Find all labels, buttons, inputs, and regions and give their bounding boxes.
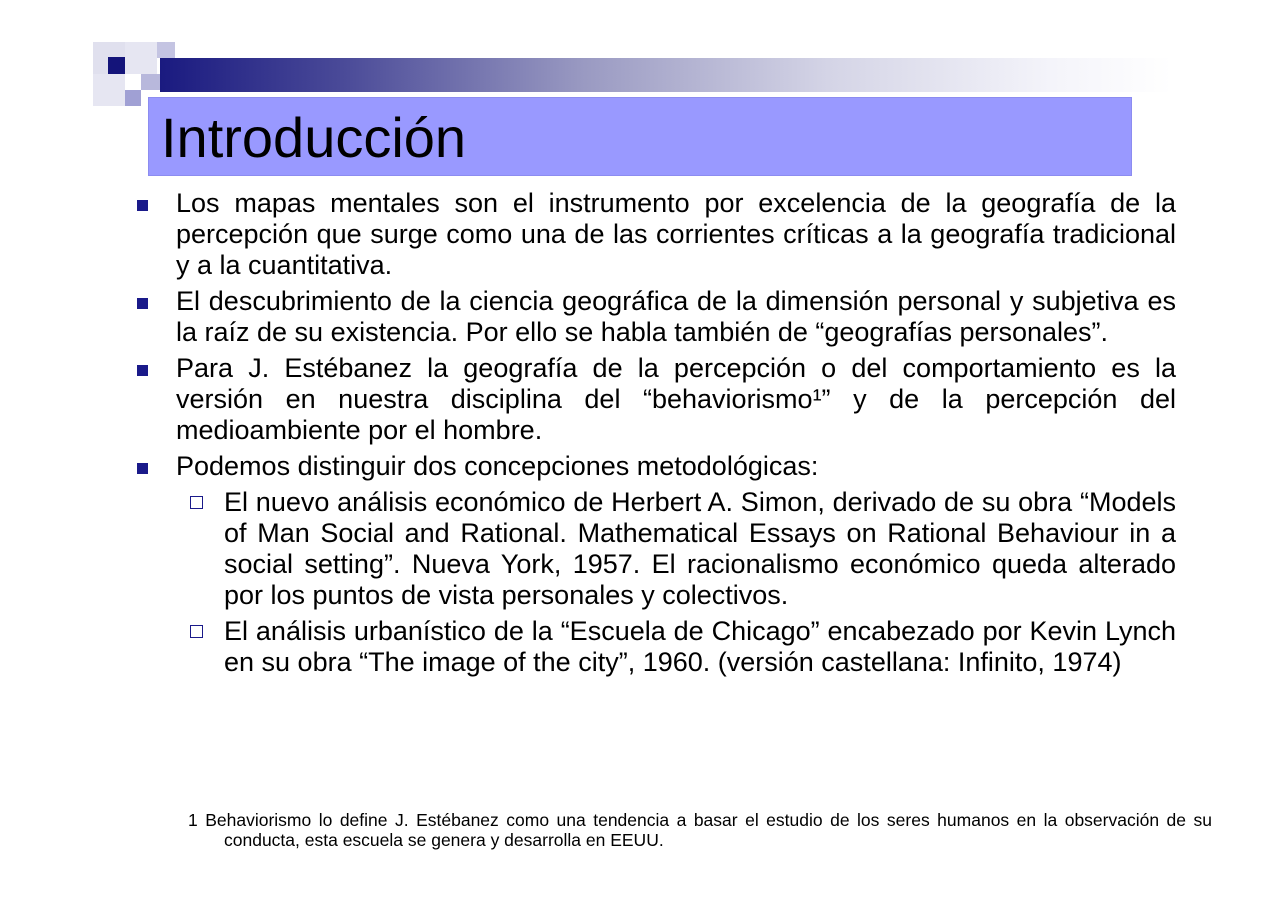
slide-title: Introducción (161, 106, 467, 169)
square-bullet-icon (137, 200, 148, 211)
slide-body (128, 188, 1176, 683)
footnote: 1 Behaviorismo lo define J. Estébanez como una tendencia a basar el estudio de los seres humanos en la observación de su conducta, esta escuela se genera y desarrolla en EEUU. (188, 810, 1212, 850)
sub-bullet-item (128, 487, 1176, 611)
bullet-item (128, 286, 1176, 348)
bullet-text: Para J. Estébanez la geografía de la percepción o del comportamiento es la versión en nuestra disciplina del “behaviorismo¹” y de la percepción del medioambiente por el hombre. (176, 353, 1176, 445)
sub-bullet-text: El análisis urbanístico de la “Escuela de Chicago” encabezado por Kevin Lynch en su obra “The image of the city”, 1960. (versión castellana: Infinito, 1974) (224, 616, 1176, 677)
square-bullet-icon (137, 298, 148, 309)
square-bullet-icon (137, 365, 148, 376)
header-gradient-bar (160, 58, 1172, 92)
decor-square-dark (108, 57, 125, 74)
bullet-text: Los mapas mentales son el instrumento por excelencia de la geografía de la percepción que surge como una de las corrientes críticas a la geografía tradicional y a la cuantitativa. (176, 188, 1176, 280)
bullet-item (128, 451, 1176, 482)
sub-bullet-text: El nuevo análisis económico de Herbert A. Simon, derivado de su obra “Models of Man Social and Rational. Mathematical Essays on Rational Behaviour in a social setting”. Nueva York, 1957. El racionalismo económico queda alterado por los puntos de vista personales y colectivos. (224, 487, 1176, 610)
decor-square-light-2 (93, 74, 125, 106)
title-banner (148, 97, 1132, 176)
hollow-square-bullet-icon (190, 496, 203, 509)
bullet-text: El descubrimiento de la ciencia geográfica de la dimensión personal y subjetiva es la raíz de su existencia. Por ello se habla también de “geografías personales”. (176, 286, 1176, 347)
decor-square-mid (141, 74, 160, 90)
hollow-square-bullet-icon (190, 625, 203, 638)
bullet-item (128, 353, 1176, 446)
sub-bullet-item (128, 616, 1176, 678)
decor-square-light-3 (125, 42, 157, 74)
decor-square-top (157, 42, 175, 58)
bullet-text: Podemos distinguir dos concepciones metodológicas: (176, 451, 819, 481)
square-bullet-icon (137, 463, 148, 474)
bullet-item (128, 188, 1176, 281)
decor-square-small (125, 90, 141, 106)
